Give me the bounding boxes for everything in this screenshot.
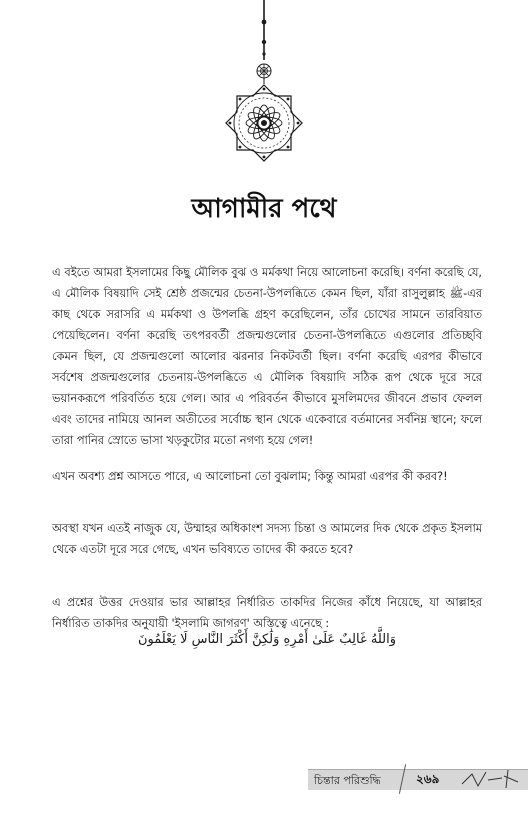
page-footer: [308, 769, 528, 790]
page-number: ২৬৯: [416, 772, 440, 786]
chapter-title: আগামীর পথে: [191, 194, 337, 224]
hanging-mandala-ornament-icon: [214, 0, 314, 168]
footer-divider: [399, 764, 406, 794]
body-paragraph: এ প্রশ্নের উত্তর দেওয়ার ভার আল্লাহর নির্ধারিত তাকদির নিজের কাঁধে নিয়েছে, যা আল্লাহর নির্ধারিত তাকদির অনুযায়ী 'ইসলামি জাগরণ' অস্তিত্বে এনেছে :: [52, 596, 482, 630]
arabic-verse: وَاللَّهُ غَالِبٌ عَلَىٰ أَمْرِهِ وَلَٰكِنَّ أَكْثَرَ النَّاسِ لَا يَعْلَمُونَ: [137, 632, 397, 647]
body-paragraph: অবস্থা যখন এতই নাজুক যে, উম্মাহর অধিকাংশ সদস্য চিন্তা ও আমলের দিক থেকে প্রকৃত ইসলাম থেকে এতটা দূরে সরে গেছে, এখন ভবিষ্যতে তাদের কী করতে হবে?: [52, 522, 482, 556]
running-book-title: চিন্তার পরিশুদ্ধি: [314, 774, 381, 787]
decorative-scribble-icon: [458, 766, 524, 792]
body-paragraph: এখন অবশ্য প্রশ্ন আসতে পারে, এ আলোচনা তো বুঝলাম; কিন্তু আমরা এরপর কী করব?!: [52, 470, 448, 483]
body-paragraph: এ বইতে আমরা ইসলামের কিছু মৌলিক বুঝ ও মর্মকথা নিয়ে আলোচনা করেছি। বর্ণনা করেছি যে, এ মৌলিক বিষয়াদি সেই শ্রেষ্ঠ প্রজন্মের চেতনা-উপলব্ধিতে কেমন ছিল, যাঁরা রাসুলুল্লাহ ﷺ-এর কাছ থেকে সরাসরি এ মর্মকথা ও উপলব্ধি গ্রহণ করেছিলেন, তাঁর চোখের সামনে তারবিয়াত পেয়েছিলেন। বর্ণনা করেছি তৎপরবর্তী প্রজন্মগুলোর চেতনা-উপলব্ধিতে এগুলোর প্রতিচ্ছবি কেমন ছিল, যে প্রজন্মগুলো আলোর ঝরনার নিকটবর্তী ছিল। বর্ণনা করেছি এরপর কীভাবে সর্বশেষ প্রজন্মগুলোর চেতনায়-উপলব্ধিতে এ মৌলিক বিষয়াদি সঠিক রূপ থেকে দূরে সরে ভয়ানকরূপে পরিবর্তিত হয়ে গেল। আর এ পরিবর্তন কীভাবে মুসলিমদের জীবনে প্রভাব ফেলল এবং তাদের নামিয়ে আনল অতীতের সর্বোচ্চ স্থান থেকে একেবারে বর্তমানের সর্বনিম্ন স্থানে; ফলে তারা পানির স্রোতে ভাসা খড়কুটোর মতো নগণ্য হয়ে গেল!: [52, 266, 482, 447]
